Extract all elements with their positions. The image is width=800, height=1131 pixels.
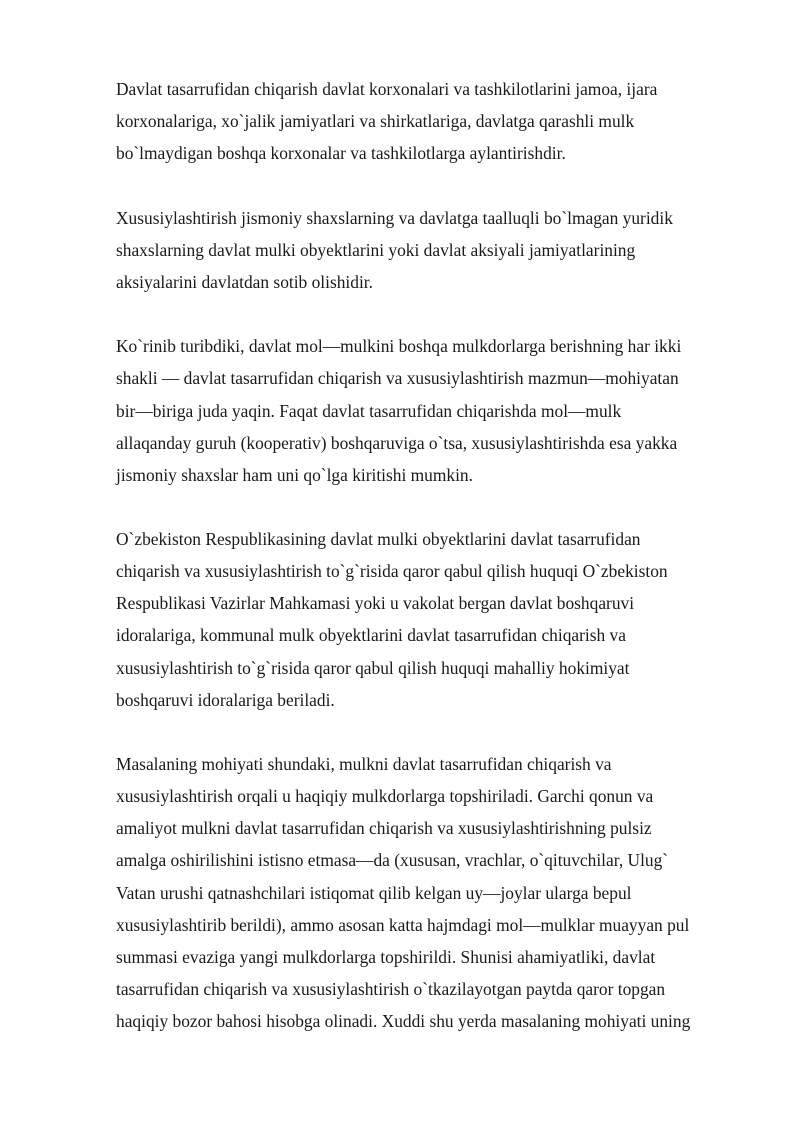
text-line: chiqarish va xususiylashtirish to`g`risida qaror qabul qilish huquqi O`zbekiston (116, 561, 668, 582)
text-line: Ko`rinib turibdiki, davlat mol—mulkini boshqa mulkdorlarga berishning har ikki (116, 336, 682, 357)
paragraph-3 (116, 330, 746, 490)
text-line: Vatan urushi qatnashchilari istiqomat qilib kelgan uy—joylar ularga bepul (116, 882, 632, 903)
text-line: xususiylashtirish orqali u haqiqiy mulkdorlarga topshiriladi. Garchi qonun va (116, 786, 654, 807)
text-line: summasi evaziga yangi mulkdorlarga topshirildi. Shunisi ahamiyatliki, davlat (116, 946, 656, 967)
text-line: shakli — davlat tasarrufidan chiqarish va xususiylashtirish mazmun—mohiyatan (116, 368, 679, 389)
text-line: idoralariga, kommunal mulk obyektlarini davlat tasarrufidan chiqarish va (116, 625, 626, 646)
document-body (116, 73, 746, 1069)
text-line: aksiyalarini davlatdan sotib olishidir. (116, 271, 373, 292)
paragraph-4 (116, 523, 746, 716)
text-line: amalga oshirilishini istisno etmasa—da (xususan, vrachlar, o`qituvchilar, Ulug` (116, 850, 669, 871)
text-line: Xususiylashtirish jismoniy shaxslarning va davlatga taalluqli bo`lmagan yuridik (116, 207, 673, 228)
text-line: bir—biriga juda yaqin. Faqat davlat tasarrufidan chiqarishda mol—mulk (116, 400, 622, 421)
text-line: jismoniy shaxslar ham uni qo`lga kiritishi mumkin. (116, 464, 473, 485)
paragraph-5 (116, 748, 746, 1037)
text-line: Davlat tasarrufidan chiqarish davlat korxonalari va tashkilotlarini jamoa, ijara (116, 79, 658, 99)
text-line: bo`lmaydigan boshqa korxonalar va tashkilotlarga aylantirishdir. (116, 143, 566, 164)
text-line: Masalaning mohiyati shundaki, mulkni davlat tasarrufidan chiqarish va (116, 754, 612, 775)
text-line: haqiqiy bozor bahosi hisobga olinadi. Xuddi shu yerda masalaning mohiyati uning (116, 1010, 691, 1031)
text-line: xususiylashtirib berildi), ammo asosan katta hajmdagi mol—mulklar muayyan pul (116, 914, 690, 935)
text-line: Respublikasi Vazirlar Mahkamasi yoki u vakolat bergan davlat boshqaruvi (116, 593, 635, 614)
text-line: shaxslarning davlat mulki obyektlarini yoki davlat aksiyali jamiyatlarining (116, 239, 636, 260)
text-line: allaqanday guruh (kooperativ) boshqaruviga o`tsa, xususiylashtirishda esa yakka (116, 432, 678, 453)
text-line: boshqaruvi idoralariga beriladi. (116, 689, 335, 710)
paragraph-2 (116, 202, 746, 298)
text-line: korxonalariga, xo`jalik jamiyatlari va shirkatlariga, davlatga qarashli mulk (116, 111, 635, 132)
paragraph-1 (116, 73, 746, 169)
text-line: xususiylashtirish to`g`risida qaror qabul qilish huquqi mahalliy hokimiyat (116, 657, 630, 678)
text-line: amaliyot mulkni davlat tasarrufidan chiqarish va xususiylashtirishning pulsiz (116, 818, 652, 839)
text-line: O`zbekiston Respublikasining davlat mulki obyektlarini davlat tasarrufidan (116, 529, 641, 550)
text-line: tasarrufidan chiqarish va xususiylashtirish o`tkazilayotgan paytda qaror topgan (116, 978, 666, 999)
